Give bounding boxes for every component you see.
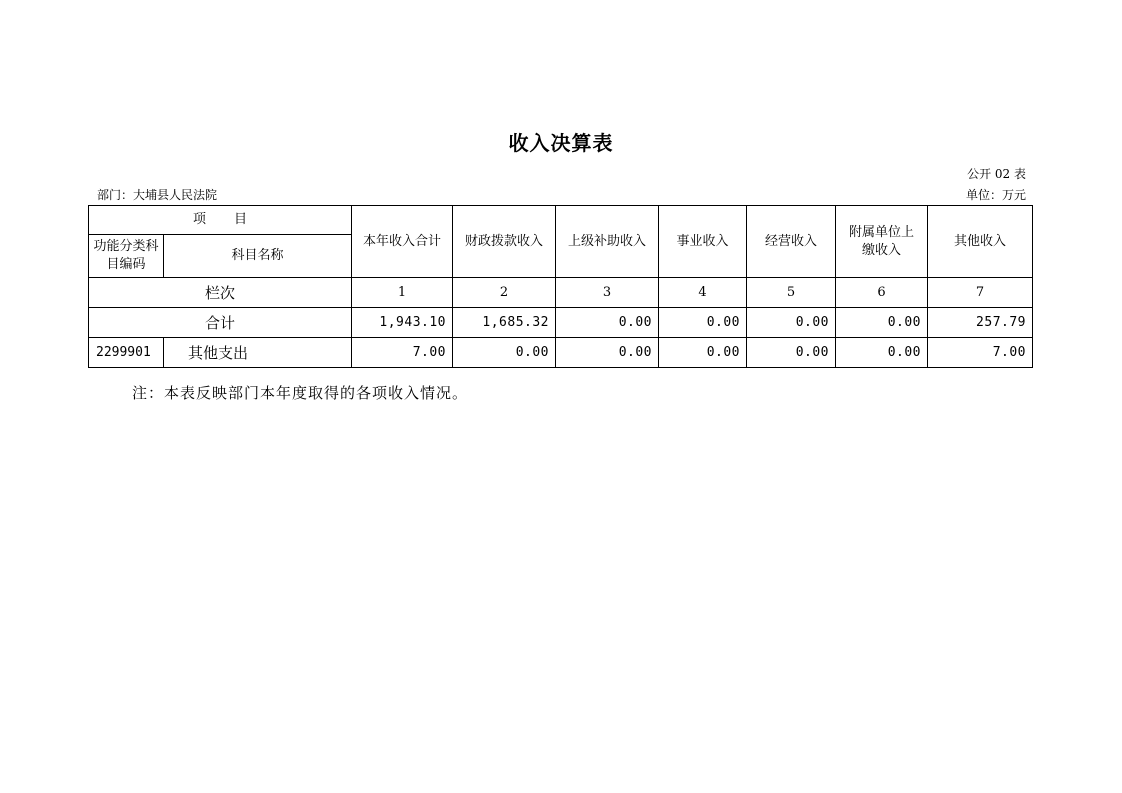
column-header: 本年收入合计 (352, 206, 453, 278)
column-header: 财政拨款收入 (453, 206, 556, 278)
index-cell: 3 (556, 278, 659, 308)
unit-label: 单位：万元 (965, 188, 1026, 202)
value-cell: 0.00 (659, 338, 747, 368)
page-title: 收入决算表 (508, 131, 614, 155)
total-cell: 1,943.10 (352, 308, 453, 338)
subject-name-header: 科目名称 (164, 235, 352, 278)
index-cell: 6 (836, 278, 928, 308)
total-cell: 0.00 (556, 308, 659, 338)
income-table (88, 205, 1033, 368)
total-cell: 0.00 (747, 308, 836, 338)
column-header: 其他收入 (928, 206, 1033, 278)
column-header: 附属单位上缴收入 (836, 206, 928, 278)
value-cell: 0.00 (836, 338, 928, 368)
project-header: 项目 (89, 206, 352, 235)
index-label: 栏次 (89, 278, 352, 308)
header-row-1 (89, 206, 1033, 235)
index-cell: 4 (659, 278, 747, 308)
total-cell: 257.79 (928, 308, 1033, 338)
column-header: 事业收入 (659, 206, 747, 278)
index-row (89, 278, 1033, 308)
table-row (89, 338, 1033, 368)
value-cell: 0.00 (453, 338, 556, 368)
total-label: 合计 (89, 308, 352, 338)
form-number: 公开 02 表 (967, 167, 1026, 181)
value-cell: 7.00 (928, 338, 1033, 368)
index-cell: 2 (453, 278, 556, 308)
index-cell: 7 (928, 278, 1033, 308)
table-note: 注：本表反映部门本年度取得的各项收入情况。 (132, 384, 469, 402)
value-cell: 0.00 (556, 338, 659, 368)
index-cell: 5 (747, 278, 836, 308)
subject-name: 其他支出 (164, 338, 352, 368)
value-cell: 0.00 (747, 338, 836, 368)
column-header: 上级补助收入 (556, 206, 659, 278)
department-label: 部门：大埔县人民法院 (97, 188, 218, 202)
func-code-header: 功能分类科目编码 (89, 235, 164, 278)
total-row (89, 308, 1033, 338)
subject-code: 2299901 (89, 338, 164, 368)
value-cell: 7.00 (352, 338, 453, 368)
total-cell: 1,685.32 (453, 308, 556, 338)
total-cell: 0.00 (836, 308, 928, 338)
index-cell: 1 (352, 278, 453, 308)
total-cell: 0.00 (659, 308, 747, 338)
column-header: 经营收入 (747, 206, 836, 278)
